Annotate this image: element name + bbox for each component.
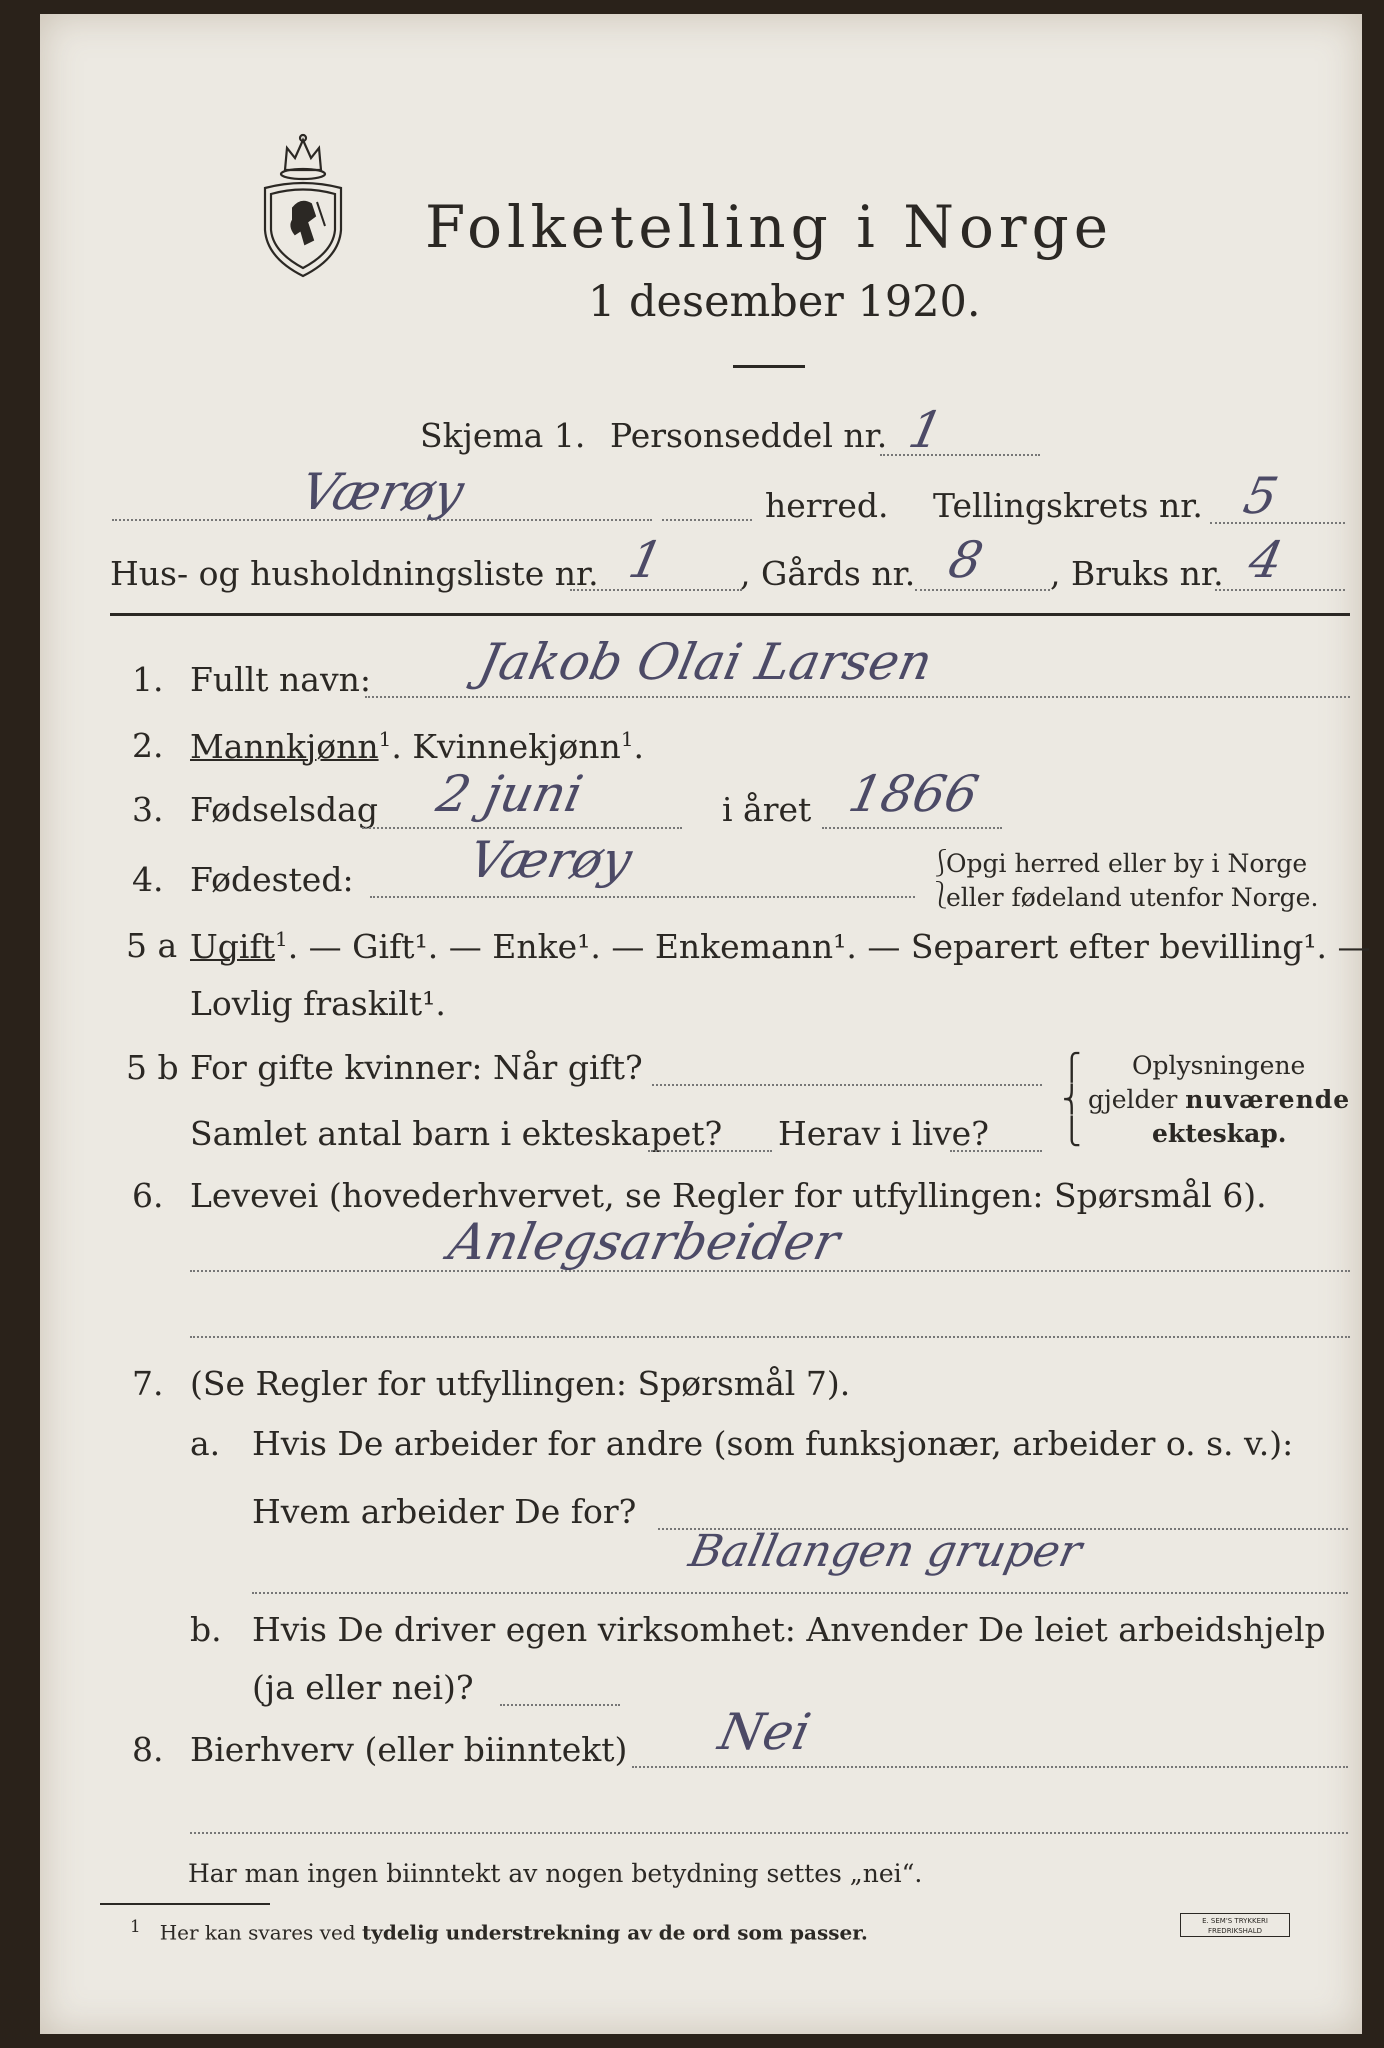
hus-value: 1 bbox=[623, 531, 668, 589]
q5b-children-label: Samlet antal barn i ekteskapet? bbox=[190, 1114, 723, 1153]
q3-year-label: i året bbox=[722, 790, 812, 829]
q4-label: Fødested: bbox=[190, 860, 354, 899]
personseddel-label: Personseddel nr. bbox=[610, 416, 888, 455]
census-date: 1 desember 1920. bbox=[588, 277, 981, 327]
q1-label: Fullt navn: bbox=[190, 660, 371, 699]
q2-male: Mannkjønn bbox=[190, 727, 379, 766]
q4-note-1: Opgi herred eller by i Norge bbox=[946, 849, 1308, 878]
q4-line bbox=[370, 896, 915, 898]
q3-birth-year: 1866 bbox=[843, 765, 984, 823]
q4-bracket: ⎰ ⎱ bbox=[928, 849, 955, 911]
tellingskrets-line bbox=[1210, 522, 1345, 524]
q5b-brace: ⎧ ⎨ ⎩ bbox=[1062, 1053, 1082, 1147]
q5b-alive-line bbox=[950, 1150, 1042, 1152]
gards-value: 8 bbox=[943, 531, 988, 589]
q7-number: 7. bbox=[132, 1364, 164, 1403]
q3-year-line bbox=[822, 827, 1002, 829]
q6-number: 6. bbox=[132, 1176, 164, 1215]
q8-line-2 bbox=[190, 1832, 1348, 1834]
q5a-ugift: Ugift bbox=[190, 927, 275, 966]
q8-label: Bierhverv (eller biinntekt) bbox=[190, 1730, 628, 1769]
q2-number: 2. bbox=[132, 726, 164, 765]
gards-line bbox=[915, 589, 1050, 591]
q7b-line bbox=[500, 1704, 620, 1706]
q7b-letter: b. bbox=[190, 1610, 222, 1649]
q1-full-name: Jakob Olai Larsen bbox=[473, 633, 938, 691]
form-title: Folketelling i Norge bbox=[425, 193, 1114, 261]
q5b-note-2: gjelder nuværende bbox=[1088, 1085, 1351, 1114]
q5b-note-1: Oplysningene bbox=[1132, 1051, 1306, 1080]
title-divider bbox=[733, 365, 805, 368]
q2-female: Kvinnekjønn bbox=[412, 727, 621, 766]
q7b-text: Hvis De driver egen virksomhet: Anvender De leiet arbeidshjelp bbox=[252, 1610, 1326, 1649]
personseddel-value: 1 bbox=[903, 401, 948, 459]
q4-number: 4. bbox=[132, 860, 164, 899]
bruks-value: 4 bbox=[1243, 531, 1288, 589]
census-form bbox=[40, 14, 1371, 2034]
hus-line bbox=[570, 589, 742, 591]
q7a-text: Hvis De arbeider for andre (som funksjonær, arbeider o. s. v.): bbox=[252, 1424, 1294, 1463]
herred-label: herred. bbox=[765, 486, 889, 525]
schema-label: Skjema 1. bbox=[420, 416, 586, 455]
q3-label: Fødselsdag bbox=[190, 790, 378, 829]
bruks-label: , Bruks nr. bbox=[1050, 554, 1224, 593]
q7a-letter: a. bbox=[190, 1424, 221, 1463]
q6-line-2 bbox=[190, 1336, 1350, 1338]
q6-occupation: Anlegsarbeider bbox=[443, 1213, 845, 1271]
q7a-question: Hvem arbeider De for? bbox=[252, 1492, 637, 1531]
coat-of-arms-icon bbox=[255, 130, 351, 280]
gards-label: , Gårds nr. bbox=[740, 554, 916, 593]
q3-line bbox=[362, 827, 682, 829]
printer-mark: E. SEM'S TRYKKERI FREDRIKSHALD bbox=[1180, 1913, 1290, 1937]
q2-options: Mannkjønn$^1$. Kvinnekjønn$^1$. bbox=[190, 727, 645, 766]
q5b-number: 5 b bbox=[126, 1048, 179, 1087]
tellingskrets-value: 5 bbox=[1238, 467, 1283, 525]
q7a-line-2 bbox=[252, 1592, 1348, 1594]
nei-note: Har man ingen biinntekt av nogen betydning settes „nei“. bbox=[188, 1859, 923, 1888]
bruks-line bbox=[1215, 589, 1345, 591]
q5b-note-3: ekteskap. bbox=[1152, 1119, 1287, 1148]
q4-note-2: eller fødeland utenfor Norge. bbox=[946, 883, 1319, 912]
q4-birthplace: Værøy bbox=[463, 831, 637, 889]
q5a-line-2: Lovlig fraskilt¹. bbox=[190, 984, 446, 1023]
herred-value: Værøy bbox=[295, 463, 469, 521]
q1-line bbox=[365, 696, 1350, 698]
q7b-question: (ja eller nei)? bbox=[252, 1668, 474, 1707]
q8-side-income: Nei bbox=[713, 1703, 816, 1761]
header-rule bbox=[110, 613, 1350, 616]
q6-label: Levevei (hovederhvervet, se Regler for utfyllingen: Spørsmål 6). bbox=[190, 1176, 1267, 1215]
q1-number: 1. bbox=[132, 660, 164, 699]
q5b-line-1: For gifte kvinner: Når gift? bbox=[190, 1048, 643, 1087]
q5b-children-line bbox=[648, 1150, 772, 1152]
tellingskrets-label: Tellingskrets nr. bbox=[933, 486, 1203, 525]
q7-label: (Se Regler for utfyllingen: Spørsmål 7). bbox=[190, 1364, 851, 1403]
footnote-rule bbox=[100, 1903, 270, 1905]
q7a-employer: Ballangen gruper bbox=[684, 1526, 1087, 1577]
q5b-married-line bbox=[652, 1084, 1042, 1086]
q5a-number: 5 a bbox=[126, 926, 178, 965]
q3-birthday: 2 juni bbox=[431, 765, 588, 823]
herred-line-2 bbox=[662, 519, 752, 521]
q5b-alive-label: Herav i live? bbox=[778, 1114, 989, 1153]
q5a-options: Ugift$^1$. — Gift¹. — Enke¹. — Enkemann¹. — Separert efter bevilling¹. — bbox=[190, 927, 1371, 966]
q8-number: 8. bbox=[132, 1730, 164, 1769]
footnote: $^1$ Her kan svares ved tydelig understrekning av de ord som passer. bbox=[130, 1917, 868, 1945]
hus-label: Hus- og husholdningsliste nr. bbox=[110, 554, 599, 593]
q8-line-1 bbox=[632, 1766, 1348, 1768]
q3-number: 3. bbox=[132, 790, 164, 829]
